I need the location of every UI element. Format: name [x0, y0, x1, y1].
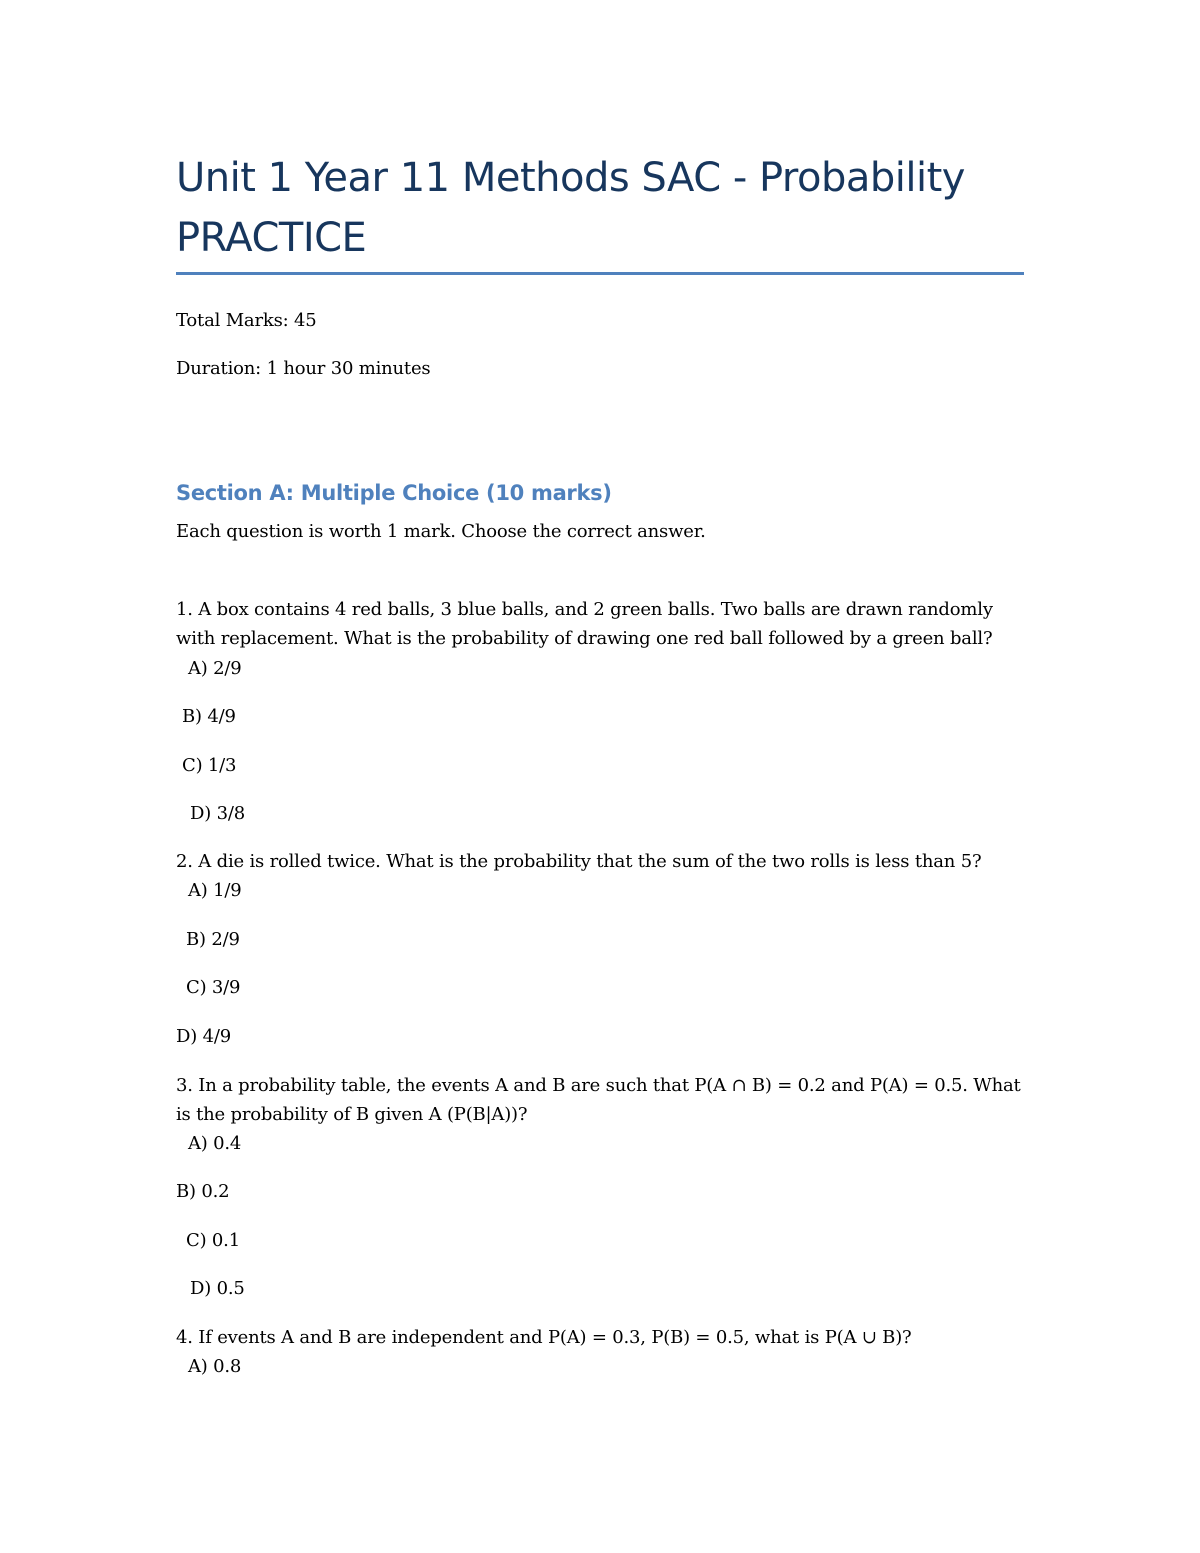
question-3-option-c: C) 0.1 — [186, 1230, 240, 1251]
duration: Duration: 1 hour 30 minutes — [176, 358, 431, 379]
document-title: Unit 1 Year 11 Methods SAC - Probability PRACTICE — [176, 155, 965, 261]
question-1-option-d: D) 3/8 — [190, 803, 245, 824]
question-1-option-c: C) 1/3 — [182, 755, 237, 776]
question-4-text: 4. If events A and B are independent and P(A) = 0.3, P(B) = 0.5, what is P(A ∪ B)? — [176, 1327, 912, 1348]
question-2-text: 2. A die is rolled twice. What is the probability that the sum of the two rolls is less than 5? — [176, 851, 982, 872]
question-3-option-d: D) 0.5 — [190, 1278, 245, 1299]
question-3-option-b: B) 0.2 — [176, 1181, 230, 1202]
total-marks: Total Marks: 45 — [176, 310, 317, 331]
question-4-option-a: A) 0.8 — [188, 1356, 242, 1377]
question-2-option-a: A) 1/9 — [188, 880, 242, 901]
question-2-option-b: B) 2/9 — [186, 929, 240, 950]
question-1-text: 1. A box contains 4 red balls, 3 blue balls, and 2 green balls. Two balls are drawn randomly with replacement. What is the probability of drawing one red ball followed by a green ball? — [176, 599, 993, 649]
section-a-heading: Section A: Multiple Choice (10 marks) — [176, 481, 612, 505]
section-a-instructions: Each question is worth 1 mark. Choose the correct answer. — [176, 521, 706, 542]
question-2-option-d: D) 4/9 — [176, 1026, 231, 1047]
question-1-option-b: B) 4/9 — [182, 706, 236, 727]
question-3-option-a: A) 0.4 — [188, 1133, 242, 1154]
question-1-option-a: A) 2/9 — [188, 658, 242, 679]
question-3-text: 3. In a probability table, the events A and B are such that P(A ∩ B) = 0.2 and P(A) = 0.5. What is the probability of B given A (P(B|A))? — [176, 1075, 1021, 1125]
title-underline — [176, 272, 1024, 275]
question-2-option-c: C) 3/9 — [186, 977, 241, 998]
